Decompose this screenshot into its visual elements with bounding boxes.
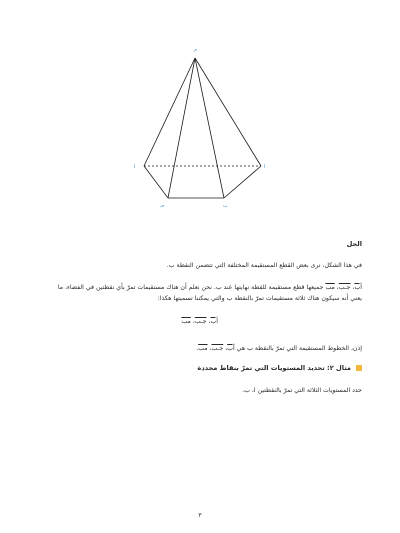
example-marker-icon xyxy=(356,365,362,371)
example-heading xyxy=(197,364,362,373)
edge-bottom-right-right xyxy=(224,166,261,198)
paragraph-1: في هذا الشكل، نرى بعض القطع المستقيمة المختلفة التي تتضمن النقطة ب. xyxy=(166,262,362,269)
line-cb: جـب xyxy=(194,318,207,325)
label-bottom-right: ب xyxy=(223,203,228,209)
segment-mb: مب xyxy=(325,284,335,291)
conclusion-line-mb: مب xyxy=(198,345,208,352)
label-left: ا xyxy=(134,164,136,170)
section-title: الحل xyxy=(346,240,362,248)
conclusion-line-cb: جـب xyxy=(211,345,224,352)
label-apex: م xyxy=(194,47,198,53)
edge-apex-right xyxy=(195,58,261,166)
segment-ab: أب xyxy=(354,284,362,291)
paragraph-2-line-2: يعني أنه سيكون هناك ثلاثة مستقيمات تمرّ بالنقطة ب والتي يمكننا تسميتها هكذا: xyxy=(157,295,362,302)
page-number: ٣ xyxy=(198,512,202,519)
edge-left-bottom-left xyxy=(144,166,168,198)
pyramid-figure xyxy=(120,40,280,212)
example-title: مثال ٢: تحديد المستويات التي تمرّ بنقاط محددة xyxy=(197,364,351,372)
label-right: ا xyxy=(264,164,266,170)
edge-apex-left xyxy=(144,58,195,166)
conclusion: إذن، الخطوط المستقيمة التي تمرّ بالنقطة ب هي أب، جـب، مب. xyxy=(196,345,362,352)
line-mb: مب xyxy=(181,318,191,325)
conclusion-prefix: إذن، الخطوط المستقيمة التي تمرّ بالنقطة ب هي xyxy=(234,345,362,352)
paragraph-2-text: جميعها قطع مستقيمة للقطة نهايتها عند ب. نحن نعلم أن هناك مستقيمات تمرّ بأي نقطتين في الفضاء، ما xyxy=(57,284,326,291)
line-ab: أب xyxy=(210,318,218,325)
segment-cb: جـب xyxy=(338,284,351,291)
edge-apex-bottom-right xyxy=(195,58,224,198)
example-body: حدد المستويات الثلاثة التي تمرّ بالنقطتين ا، ب. xyxy=(242,387,362,394)
conclusion-line-ab: أب xyxy=(227,345,235,352)
edge-apex-bottom-left xyxy=(168,58,195,198)
label-bottom-left: جـ xyxy=(160,203,165,209)
paragraph-2-line-1: أب، جـب، مب جميعها قطع مستقيمة للقطة نهايتها عند ب. نحن نعلم أن هناك مستقيمات تمرّ بأي نقطتين في الفضاء، ما xyxy=(57,284,362,291)
lines-list: أب، جـب، مب xyxy=(181,318,218,325)
